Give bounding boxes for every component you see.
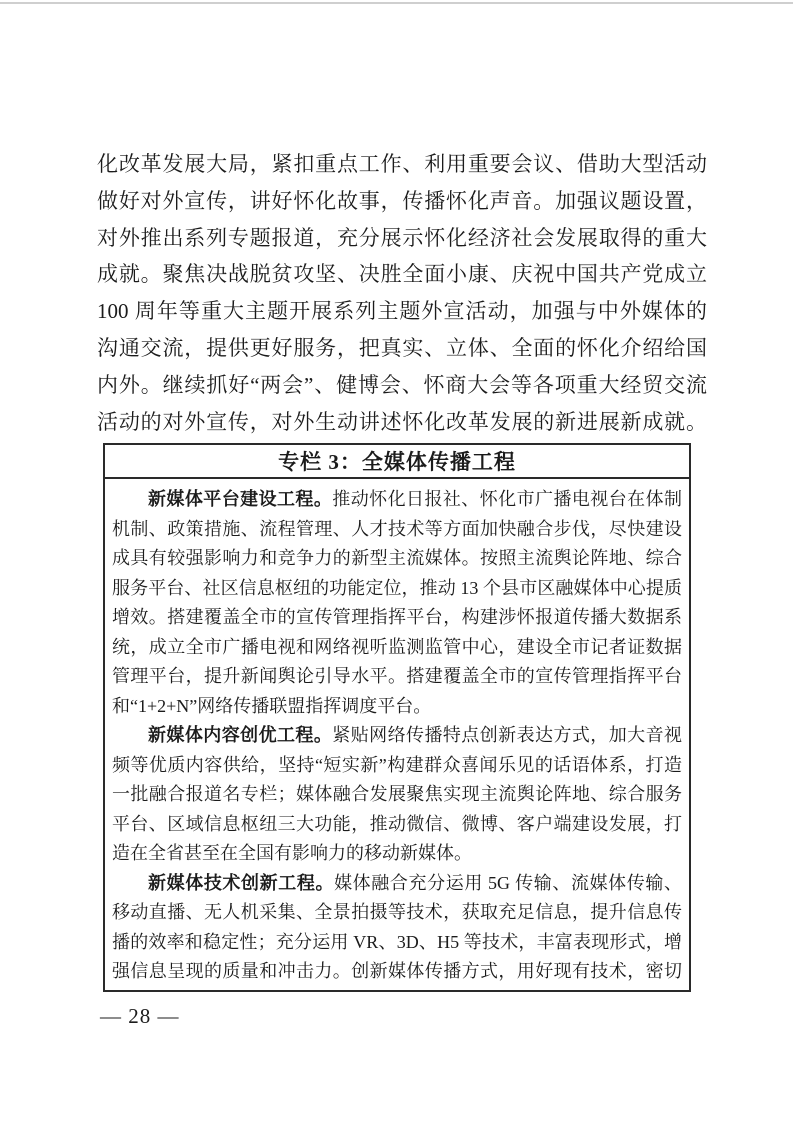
section-text: 推动怀化日报社、怀化市广播电视台在体制 <box>332 489 682 509</box>
paragraph-line: 活动的对外宣传，对外生动讲述怀化改革发展的新进展新成就。 <box>97 409 707 434</box>
paragraph-line: 化改革发展大局，紧扣重点工作、利用重要会议、借助大型活动 <box>97 152 707 176</box>
box-section-line: 造在全省甚至在全国有影响力的移动新媒体。 <box>112 843 472 863</box>
box-section-line: 平台、区域信息枢纽三大功能，推动微信、微博、客户端建设发展，打 <box>112 813 682 834</box>
paragraph-line: 对外推出系列专题报道，充分展示怀化经济社会发展取得的重大 <box>97 225 707 250</box>
box-section-line: 机制、政策措施、流程管理、人才技术等方面加快融合步伐，尽快建设 <box>112 518 682 539</box>
box-section-line <box>112 721 682 751</box>
box-section-line: 统，成立全市广播电视和网络视听监测监管中心，建设全市记者证数据 <box>112 636 682 657</box>
box-section-line: 频等优质内容供给，坚持“短实新”构建群众喜闻乐见的话语体系，打造 <box>112 754 682 775</box>
feature-box-title: 专栏 3：全媒体传播工程 <box>105 445 689 479</box>
scan-artifact-line <box>0 2 793 4</box>
body-paragraph <box>97 146 707 440</box>
section-text: 紧贴网络传播特点创新表达方式，加大音视 <box>332 725 682 745</box>
box-section-line: 强信息呈现的质量和冲击力。创新媒体传播方式，用好现有技术，密切 <box>112 961 682 981</box>
section-heading: 新媒体技术创新工程。 <box>148 872 335 893</box>
box-section-line: 一批融合报道名专栏；媒体融合发展聚焦实现主流舆论阵地、综合服务 <box>112 784 682 804</box>
paragraph-line: 内外。继续抓好“两会”、健博会、怀商大会等各项重大经贸交流 <box>97 372 707 397</box>
feature-box <box>103 443 691 992</box>
box-section-line: 成具有较强影响力和竞争力的新型主流媒体。按照主流舆论阵地、综合 <box>112 548 682 568</box>
box-section-line <box>112 485 682 515</box>
feature-box-body <box>105 479 689 987</box>
box-section-line: 增效。搭建覆盖全市的宣传管理指挥平台，构建涉怀报道传播大数据系 <box>112 607 682 627</box>
paragraph-line: 100 周年等重大主题开展系列主题外宣活动，加强与中外媒体的 <box>97 299 707 324</box>
page-footer <box>100 1003 180 1029</box>
paragraph-line: 沟通交流，提供更好服务，把真实、立体、全面的怀化介绍给国 <box>97 335 707 360</box>
box-section-line: 播的效率和稳定性；充分运用 VR、3D、H5 等技术，丰富表现形式，增 <box>112 931 682 952</box>
page-number: — 28 — <box>100 1004 180 1028</box>
paragraph-line: 做好对外宣传，讲好怀化故事，传播怀化声音。加强议题设置， <box>97 188 707 213</box>
paragraph-line: 成就。聚焦决战脱贫攻坚、决胜全面小康、庆祝中国共产党成立 <box>97 262 707 287</box>
box-section-line <box>112 869 682 899</box>
box-section-line: 移动直播、无人机采集、全景拍摄等技术，获取充足信息，提升信息传 <box>112 902 682 922</box>
box-section-line: 管理平台，提升新闻舆论引导水平。搭建覆盖全市的宣传管理指挥平台 <box>112 666 682 686</box>
section-heading: 新媒体内容创优工程。 <box>148 725 333 745</box>
box-section-line: 服务平台、社区信息枢纽的功能定位，推动 13 个县市区融媒体中心提质 <box>112 577 682 598</box>
section-heading: 新媒体平台建设工程。 <box>148 489 333 509</box>
section-text: 媒体融合充分运用 5G 传输、流媒体传输、 <box>334 872 682 893</box>
box-section-line: 和“1+2+N”网络传播联盟指挥调度平台。 <box>112 695 432 716</box>
